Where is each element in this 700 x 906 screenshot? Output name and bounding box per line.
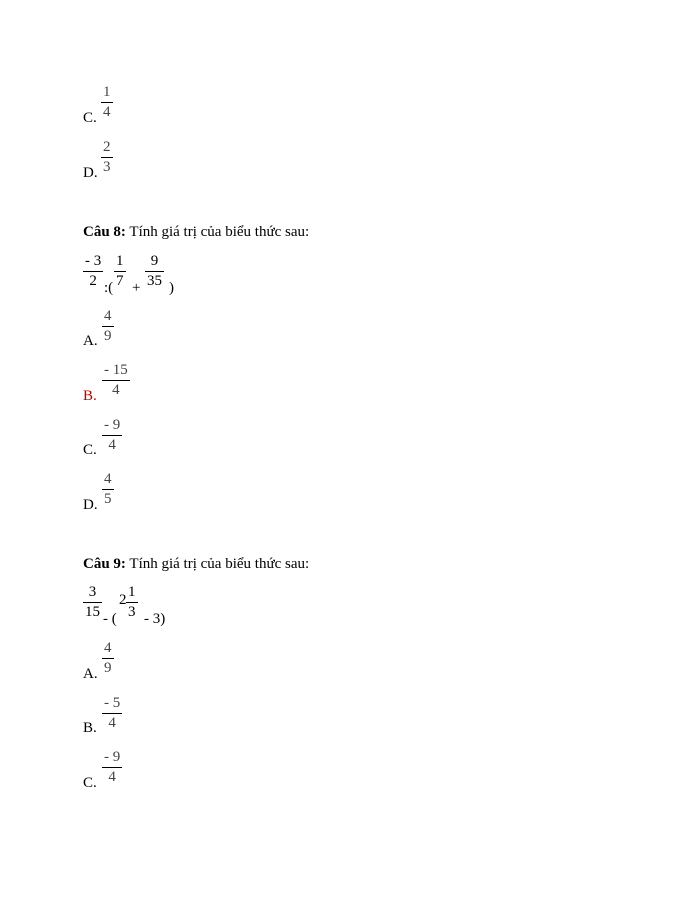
fraction-numerator: - 9 (104, 417, 121, 433)
fraction-bar (114, 271, 126, 272)
expr-tail: - 3) (144, 611, 166, 627)
option-label-d: D. (83, 165, 98, 181)
fraction-denominator: 3 (128, 604, 136, 620)
option-fraction-c (101, 85, 113, 120)
fraction-denominator: 4 (108, 769, 116, 785)
fraction-bar (102, 767, 122, 768)
option-fraction-b (102, 363, 130, 398)
expr-fraction-1 (83, 254, 103, 289)
fraction-bar (102, 326, 114, 327)
option-fraction-c (102, 418, 122, 453)
question-text: Tính giá trị của biểu thức sau: (129, 556, 310, 572)
option-label-a: A. (83, 333, 98, 349)
option-fraction-a (102, 309, 114, 344)
option-fraction-d (102, 472, 114, 507)
fraction-denominator: 15 (85, 604, 100, 620)
fraction-bar (126, 602, 138, 603)
fraction-bar (83, 271, 103, 272)
fraction-numerator: - 9 (104, 749, 121, 765)
fraction-bar (145, 271, 164, 272)
option-fraction-d (101, 140, 113, 175)
expr-operator: + (132, 280, 141, 296)
option-fraction-c (102, 750, 122, 785)
fraction-denominator: 5 (104, 491, 112, 507)
fraction-numerator: 1 (116, 253, 124, 269)
fraction-denominator: 4 (108, 715, 116, 731)
fraction-numerator: 4 (104, 471, 112, 487)
option-label-c: C. (83, 775, 97, 791)
fraction-denominator: 35 (147, 273, 162, 289)
option-label-b: B. (83, 720, 97, 736)
option-label-c: C. (83, 442, 97, 458)
fraction-denominator: 2 (89, 273, 97, 289)
question-number: Câu 8: (83, 224, 126, 240)
fraction-numerator: - 3 (85, 253, 102, 269)
fraction-numerator: 9 (150, 253, 159, 269)
fraction-numerator: 3 (88, 584, 97, 600)
option-label-a: A. (83, 666, 98, 682)
expr-whole-number: 2 (119, 592, 127, 608)
option-fraction-a (102, 641, 114, 676)
fraction-numerator: - 5 (104, 695, 121, 711)
fraction-numerator: 4 (104, 640, 112, 656)
expr-fraction-1 (83, 585, 102, 620)
expr-fraction-2 (114, 254, 126, 289)
question-number: Câu 9: (83, 556, 126, 572)
fraction-numerator: 1 (103, 84, 111, 100)
option-label-d: D. (83, 497, 98, 513)
fraction-denominator: 9 (104, 660, 112, 676)
fraction-denominator: 4 (112, 382, 120, 398)
fraction-bar (102, 658, 114, 659)
expr-fraction-3 (145, 254, 164, 289)
expr-operator: :( (104, 280, 114, 296)
expr-operator: - ( (103, 611, 117, 627)
fraction-numerator: 4 (104, 308, 112, 324)
fraction-numerator: - 15 (104, 362, 128, 378)
fraction-numerator: 1 (128, 584, 136, 600)
fraction-denominator: 3 (103, 159, 111, 175)
fraction-denominator: 9 (104, 328, 112, 344)
question-text: Tính giá trị của biểu thức sau: (129, 224, 310, 240)
fraction-bar (102, 713, 122, 714)
fraction-bar (102, 380, 130, 381)
option-label-b-correct: B. (83, 388, 97, 404)
fraction-denominator: 4 (108, 437, 116, 453)
question-8-heading (83, 225, 309, 240)
fraction-denominator: 4 (103, 104, 111, 120)
question-9-heading (83, 557, 309, 572)
fraction-denominator: 7 (116, 273, 124, 289)
fraction-bar (101, 157, 113, 158)
fraction-bar (83, 602, 102, 603)
expr-paren: ) (169, 280, 174, 296)
fraction-bar (101, 102, 113, 103)
fraction-bar (102, 435, 122, 436)
fraction-numerator: 2 (103, 139, 111, 155)
option-fraction-b (102, 696, 122, 731)
fraction-bar (102, 489, 114, 490)
option-label-c: C. (83, 110, 97, 126)
expr-fraction-2 (126, 585, 138, 620)
